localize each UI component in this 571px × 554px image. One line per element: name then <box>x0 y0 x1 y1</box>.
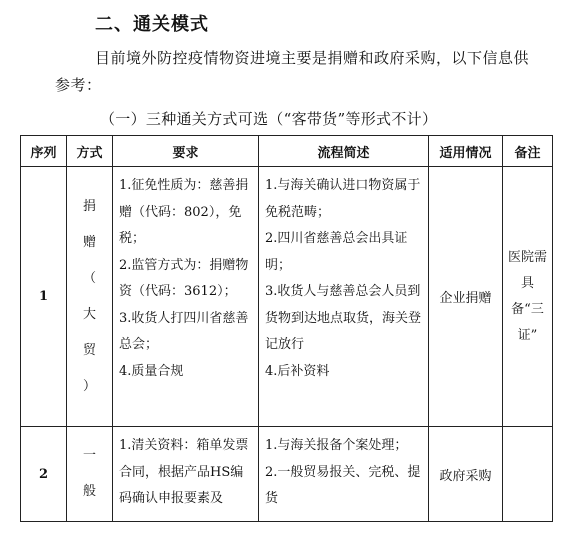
table-row <box>21 427 553 522</box>
header-note: 备注 <box>503 136 553 167</box>
row-scope: 政府采购 <box>429 427 503 522</box>
mode-char: 赠 <box>82 234 96 250</box>
requirement-item: 3.收货人打四川省慈善总会； <box>119 310 249 352</box>
header-mode: 方式 <box>67 136 113 167</box>
process-step: 2.四川省慈善总会出具证明； <box>265 231 408 273</box>
header-process: 流程简述 <box>259 136 429 167</box>
mode-char: ） <box>82 378 96 394</box>
process-step: 3.收货人与慈善总会人员到货物到达地点取货，海关登记放行 <box>265 284 422 352</box>
mode-char: 一 <box>82 448 96 463</box>
process-step: 1.与海关报备个案处理； <box>265 438 408 453</box>
header-seq: 序列 <box>21 136 67 167</box>
process-step: 4.后补资料 <box>265 363 330 379</box>
row-mode <box>67 167 113 427</box>
header-requirements: 要求 <box>113 136 259 167</box>
row-process <box>259 167 429 427</box>
row-seq: 2 <box>21 427 67 522</box>
row-requirements <box>113 427 259 522</box>
table-row <box>21 167 553 427</box>
customs-mode-table <box>20 135 553 522</box>
intro-paragraph: 目前境外防控疫情物资进境主要是捐赠和政府采购，以下信息供参考： <box>55 49 530 94</box>
subsection-title: （一）三种通关方式可选（“客带货”等形式不计） <box>100 110 438 128</box>
section-title: 二、通关模式 <box>95 14 209 35</box>
row-note <box>503 427 553 522</box>
row-seq: 1 <box>21 167 67 427</box>
header-scope: 适用情况 <box>429 136 503 167</box>
mode-char: 大 <box>82 306 96 322</box>
mode-char: 贸 <box>82 342 96 358</box>
mode-char: 般 <box>82 484 96 499</box>
row-scope: 企业捐赠 <box>429 167 503 427</box>
process-step: 2.一般贸易报关、完税、提货 <box>265 464 421 506</box>
mode-char: （ <box>82 270 96 286</box>
row-mode <box>67 427 113 522</box>
row-process <box>259 427 429 522</box>
requirement-item: 1.征免性质为：慈善捐赠（代码：802），免税； <box>119 178 249 246</box>
row-note: 医院需具备“三证” <box>503 167 553 427</box>
requirement-item: 1.清关资料：箱单发票合同，根据产品HS编码确认申报要素及 <box>119 438 249 506</box>
requirement-item: 4.质量合规 <box>119 363 184 379</box>
process-step: 1.与海关确认进口物资属于免税范畴； <box>265 178 421 220</box>
mode-char: 捐 <box>82 198 96 214</box>
table-header-row <box>21 136 553 167</box>
requirement-item: 2.监管方式为：捐赠物资（代码：3612）； <box>119 257 249 299</box>
row-requirements <box>113 167 259 427</box>
